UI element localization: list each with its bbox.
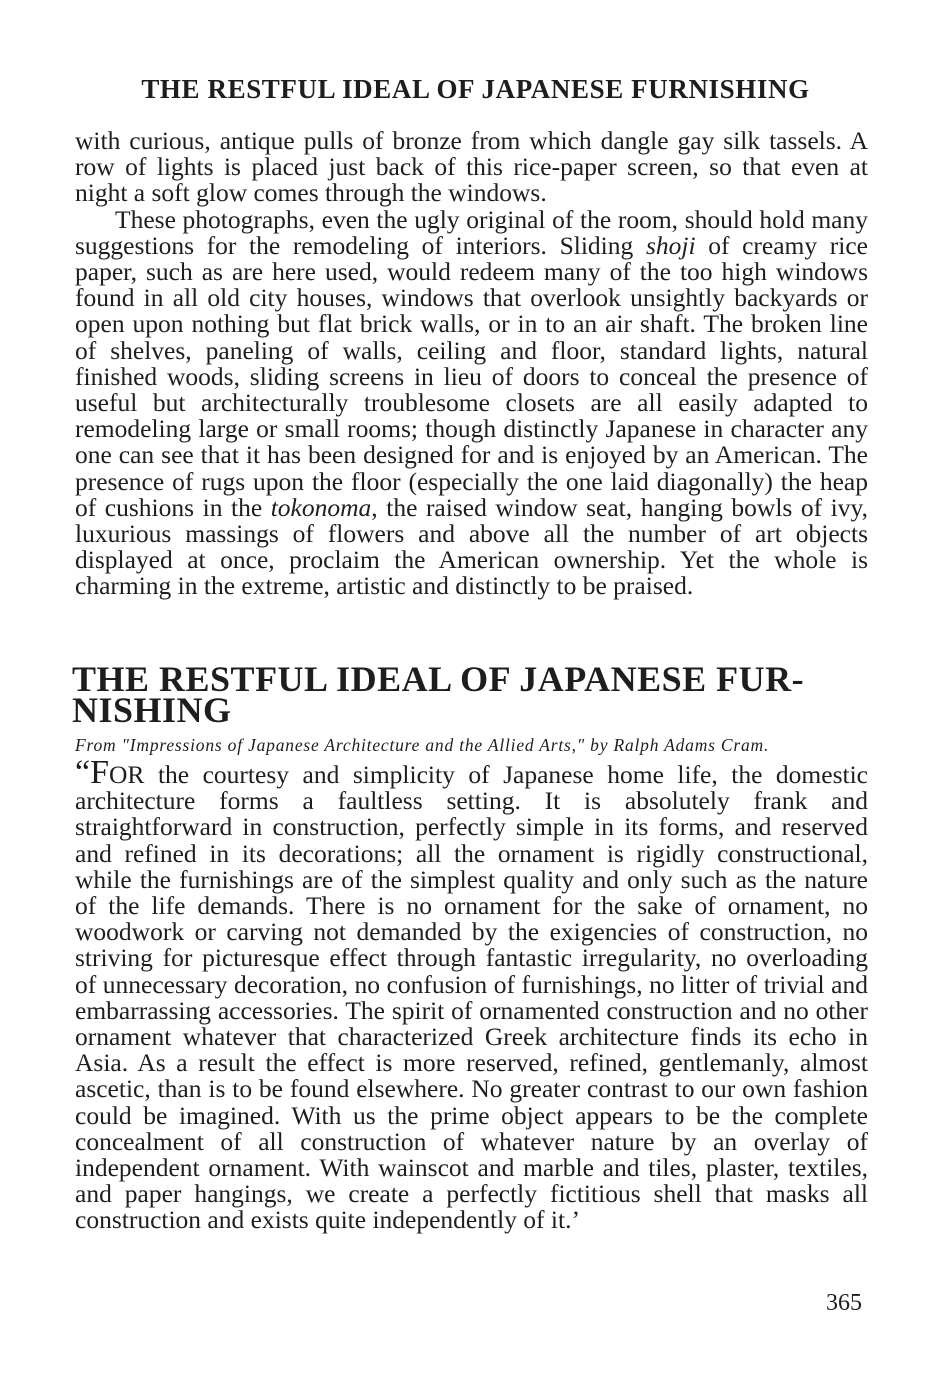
quoted-passage — [75, 754, 868, 1235]
paragraph-2-part-b: of creamy rice paper, such as are here used, would redeem many of the too high windows found in all old city houses, windows that overlook unsightly backyards or open upon nothing but flat brick walls, or in to an air shaft. The broken line of shelves, paneling of walls, ceiling and floor, standard lights, natural finished woods, sliding screens in lieu of doors to conceal the presence of useful but architecturally troublesome closets are all easily adapted to remodeling large or small rooms; though distinctly Japanese in character any one can see that it has been designed for and is enjoyed by an American. The presence of rugs upon the floor (especially the one laid diagonally) the heap of cushions in the — [75, 230, 868, 522]
quote-text: OR the courtesy and simplicity of Japanese home life, the domestic architecture forms a faultless setting. It is absolutely frank and straightforward in construction, perfectly simple in its forms, and reserved and refined in its decorations; all the ornament is rigidly constructional, while the furnishings are of the simplest quality and only such as the nature of the life demands. There is no ornament for the sake of ornament, no woodwork or carving not demanded by the exigencies of construction, no striving for picturesque effect through fantastic irregularity, no overloading of unnecessary decoration, no confusion of furnishings, no litter of trivial and embarrassing accessories. The spirit of ornamented construction and no other ornament whatever that characterized Greek architecture finds its echo in Asia. As a result the effect is more reserved, refined, gentlemanly, almost ascetic, than is to be found elsewhere. No greater contrast to our own fashion could be imagined. With us the prime object appears to be the complete concealment of all construction of whatever nature by an overlay of independent ornament. With wainscot and marble and tiles, plaster, textiles, and paper hangings, we create a perfectly fictitious shell that masks all construction and exists quite independently of it.’ — [75, 760, 868, 1235]
quote-paragraph — [75, 754, 868, 1235]
source-citation: From "Impressions of Japanese Architecture and the Allied Arts," by Ralph Adams Cram. — [75, 735, 770, 755]
paragraph-2 — [75, 204, 868, 601]
term-shoji: shoji — [645, 230, 696, 260]
running-head: THE RESTFUL IDEAL OF JAPANESE FURNISHING — [141, 74, 810, 104]
continuation-text — [75, 128, 868, 600]
paragraph-2-part-a: These photographs, even the ugly original of the room, should hold many suggestions for the remodeling of interiors. Sliding — [75, 204, 868, 260]
term-tokonoma: tokonoma — [270, 492, 372, 522]
paragraph-1: with curious, antique pulls of bronze from which dangle gay silk tassels. A row of lights is placed just back of this rice-paper screen, so that even at night a soft glow comes through the windows. — [75, 126, 868, 208]
section-title: THE RESTFUL IDEAL OF JAPANESE FUR-NISHING — [72, 659, 805, 730]
opening-quote-mark: “ — [75, 754, 91, 791]
page-number: 365 — [826, 1290, 862, 1316]
drop-cap: F — [90, 754, 110, 791]
paragraph-2-part-c: , the raised window seat, hanging bowls of ivy, luxurious massings of flowers and above all the number of art objects displayed at once, proclaim the American ownership. Yet the whole is charming in the extreme, artistic and distinctly to be praised. — [75, 492, 868, 601]
